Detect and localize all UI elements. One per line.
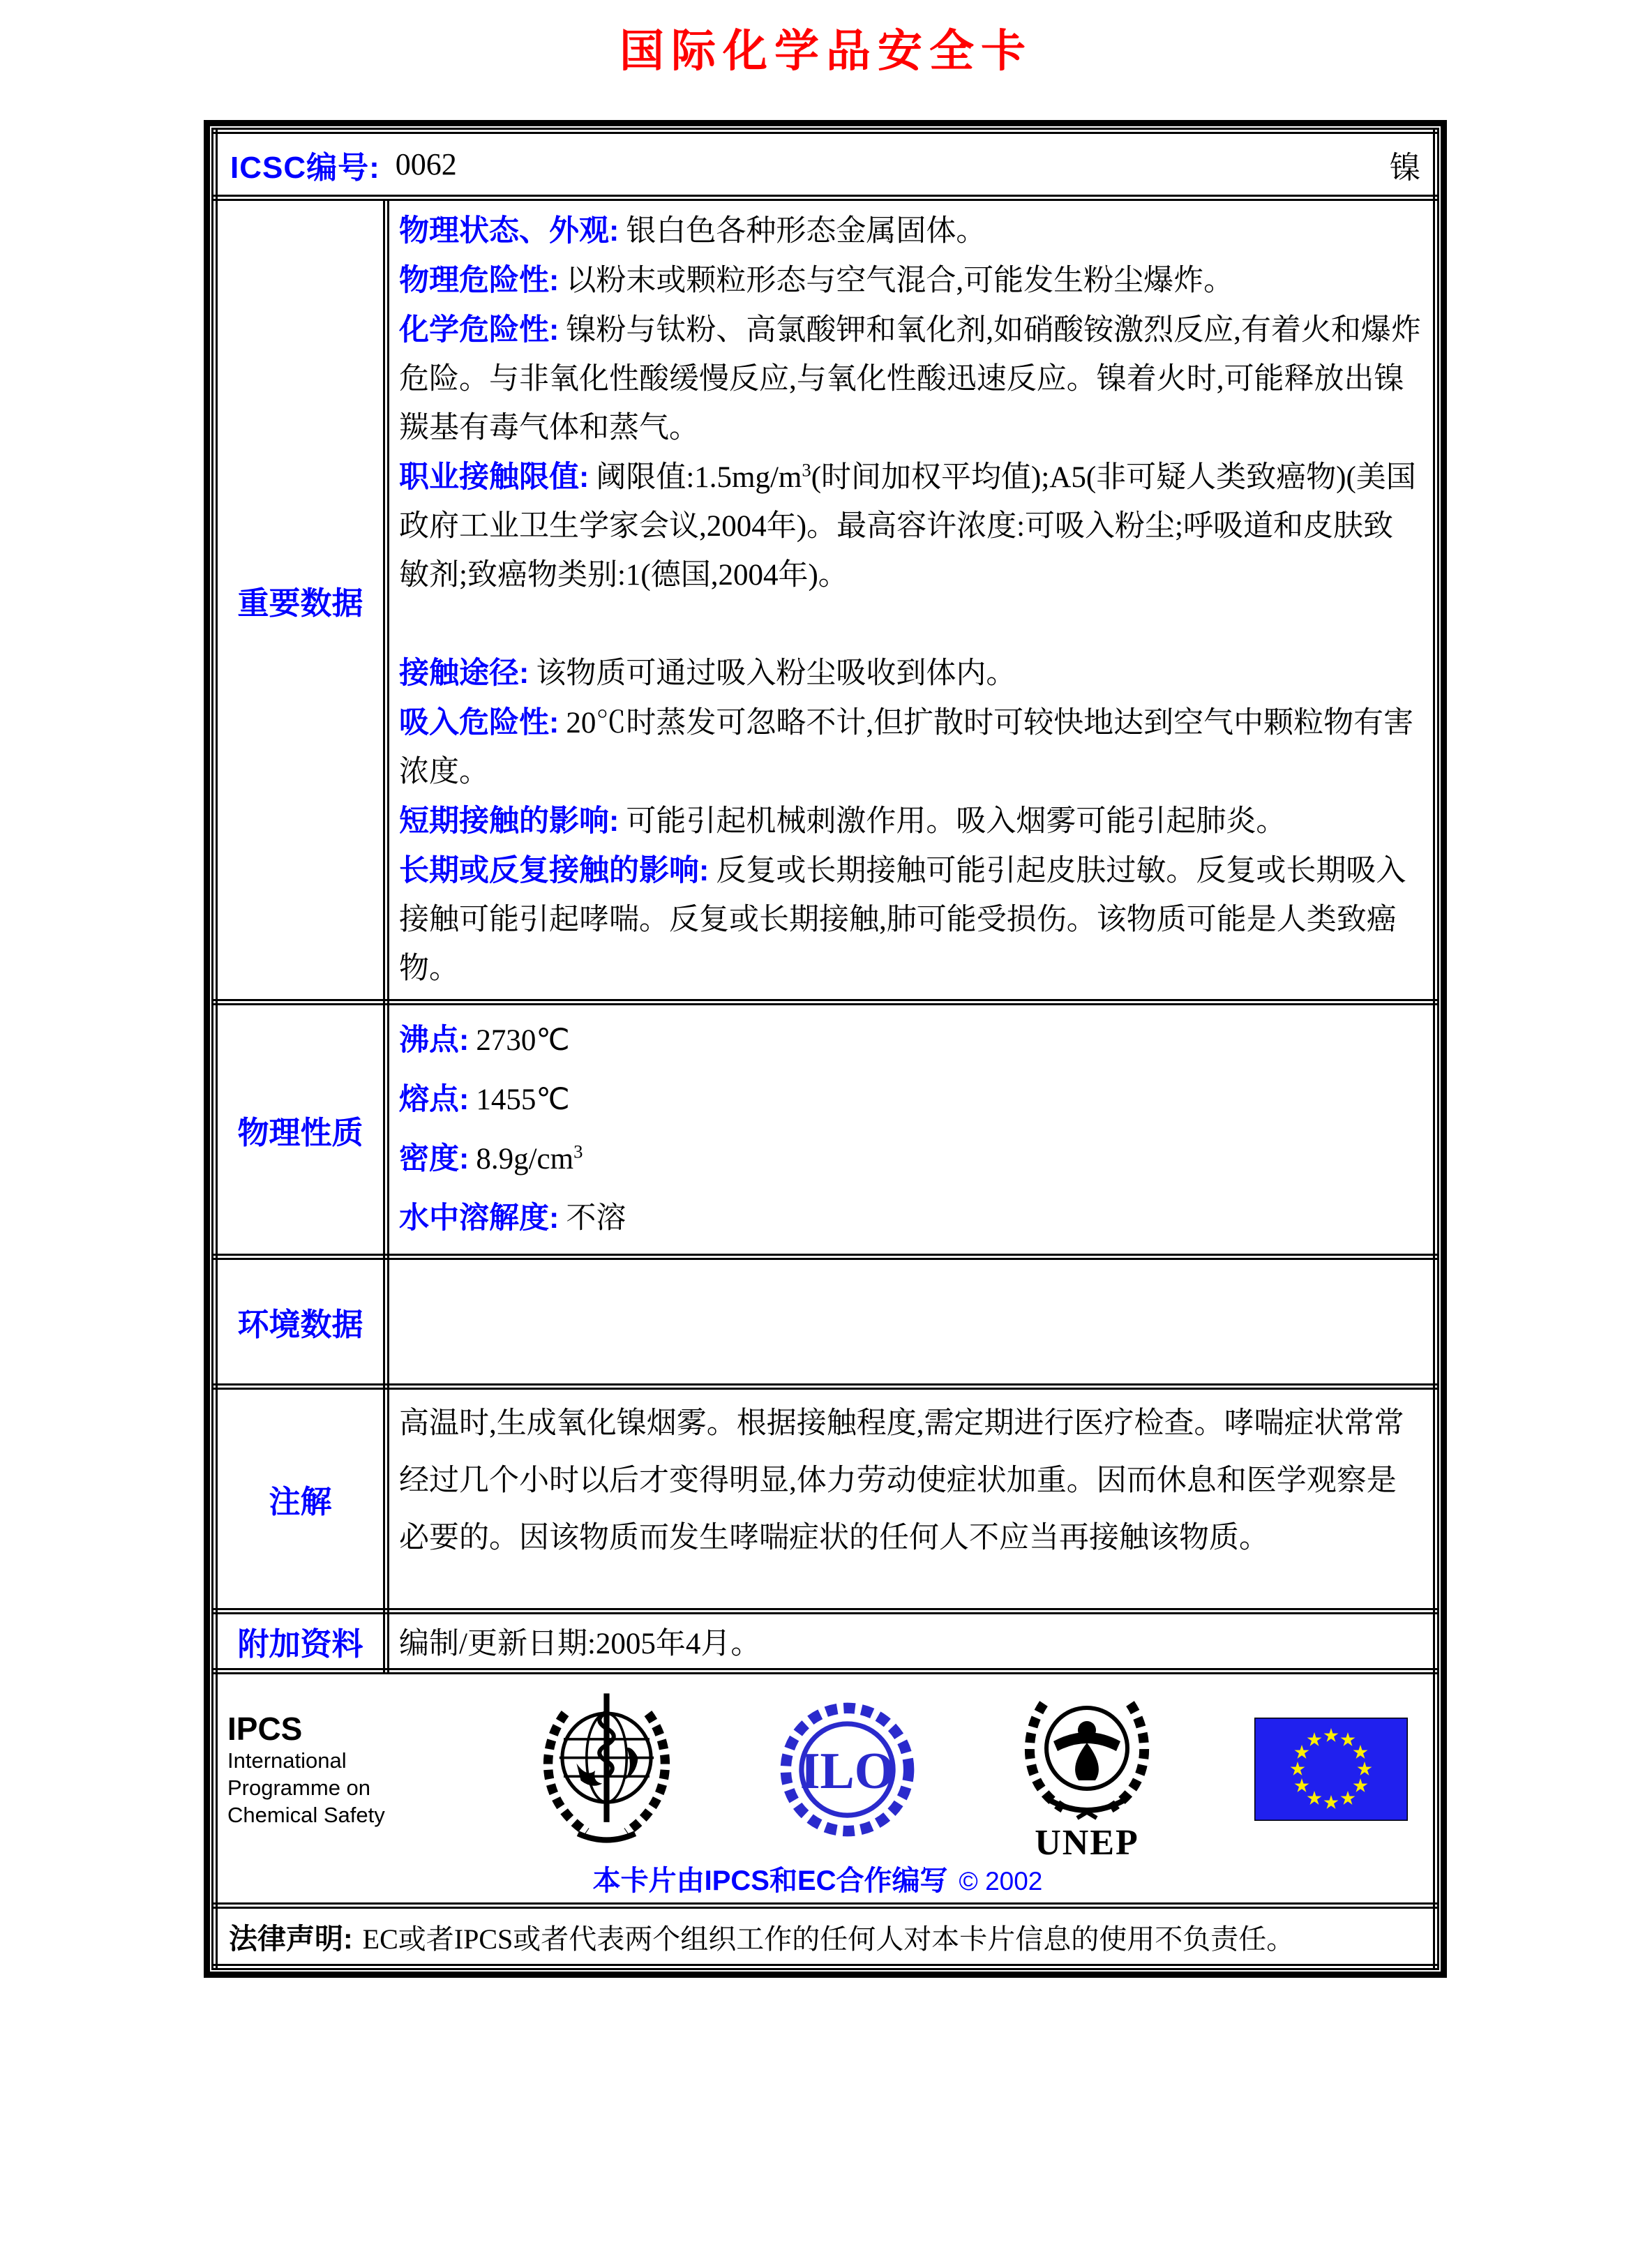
legal-cell — [215, 1906, 1436, 1967]
ipcs-subtitle-line: International — [227, 1748, 347, 1773]
notes-row-label: 注解 — [215, 1387, 386, 1612]
field-chemical-dangers: 化学危险性: 镍粉与钛粉、高氯酸钾和氧化剂,如硝酸铵激烈反应,有着火和爆炸危险。与非氧化性酸缓慢反应,与氧化性酸迅速反应。镍着火时,可能释放出镍羰基有毒气体和蒸气。 — [399, 313, 1421, 444]
legal-notice-label: 法律声明: — [229, 1923, 353, 1955]
physical-properties-row — [215, 1003, 1436, 1257]
substance-name: 镍 — [1390, 150, 1420, 185]
field-density: 密度: $8.9g/cm^3$ — [399, 1141, 583, 1176]
field-long-term-effects: 长期或反复接触的影响: 反复或长期接触可能引起皮肤过敏。反复或长期吸入接触可能引起哮喘。反复或长期接触,肺可能受损伤。该物质可能是人类致癌物。 — [399, 854, 1406, 985]
field-short-term-effects: 短期接触的影响: 可能引起机械刺激作用。吸入烟雾可能引起肺炎。 — [399, 804, 1286, 838]
copyright-text: © 2002 — [959, 1867, 1043, 1895]
important-data-row-label: 重要数据 — [215, 198, 386, 1003]
ipcs-block — [227, 1711, 437, 1829]
important-data-content — [386, 198, 1436, 1003]
credit-text: 本卡片由IPCS和EC合作编写 — [592, 1865, 948, 1896]
environmental-data-row — [215, 1257, 1436, 1387]
field-boiling-point: 沸点: 2730℃ — [399, 1023, 570, 1057]
eu-flag-icon — [1254, 1718, 1408, 1821]
who-icon — [535, 1692, 678, 1847]
footer-cell — [215, 1672, 1436, 1906]
additional-information-row — [215, 1612, 1436, 1672]
icsc-number-value: 0062 — [395, 147, 457, 181]
ipcs-title: IPCS — [227, 1710, 303, 1747]
field-occupational-exposure-limits: 职业接触限值: 阈限值$:1.5mg/m^3$(时间加权平均值);A5(非可疑人类致癌物)(美国政府工业卫生学家会议,2004年)。最高容许浓度:可吸入粉尘;呼吸道和皮肤致敏剂;致癌物类别:1(德国,2004年)。 — [399, 459, 1416, 592]
superscript: 3 — [802, 459, 811, 481]
field-routes-of-exposure: 接触途径: 该物质可通过吸入粉尘吸收到体内。 — [399, 656, 1016, 690]
footer-row — [215, 1672, 1436, 1906]
environmental-data-content — [386, 1257, 1436, 1387]
additional-information-content: 编制/更新日期:2005年4月。 — [386, 1612, 1436, 1672]
physical-properties-row-label: 物理性质 — [215, 1003, 386, 1257]
icsc-table — [211, 128, 1439, 1970]
legal-row — [215, 1906, 1436, 1967]
ipcs-subtitle-line: Chemical Safety — [227, 1802, 385, 1827]
logo-strip — [227, 1681, 1408, 1857]
credit-line — [227, 1859, 1408, 1898]
unep-label: UNEP — [1034, 1823, 1139, 1857]
legal-notice-text: EC或者IPCS或者代表两个组织工作的任何人对本卡片信息的使用不负责任。 — [362, 1923, 1295, 1955]
superscript: 3 — [573, 1141, 583, 1162]
unep-icon — [1017, 1681, 1157, 1857]
header-row — [215, 131, 1436, 198]
ilo-icon — [776, 1698, 919, 1841]
header-cell — [215, 131, 1436, 198]
field-water-solubility: 水中溶解度: 不溶 — [399, 1201, 626, 1235]
field-physical-dangers: 物理危险性: 以粉末或颗粒形态与空气混合,可能发生粉尘爆炸。 — [399, 264, 1234, 297]
icsc-card — [204, 120, 1447, 1978]
additional-information-row-label: 附加资料 — [215, 1612, 386, 1672]
physical-properties-content — [386, 1003, 1436, 1257]
page-title: 国际化学品安全卡 — [620, 27, 1032, 76]
icsc-number-label: ICSC编号: — [230, 150, 380, 185]
field-physical-state: 物理状态、外观: 银白色各种形态金属固体。 — [399, 214, 986, 248]
ilo-label: ILO — [799, 1741, 895, 1799]
important-data-row — [215, 198, 1436, 1003]
field-melting-point: 熔点: 1455℃ — [399, 1083, 570, 1116]
field-inhalation-risk: 吸入危险性: 20℃时蒸发可忽略不计,但扩散时可较快地达到空气中颗粒物有害浓度。 — [399, 706, 1414, 788]
ipcs-subtitle-line: Programme on — [227, 1775, 371, 1800]
notes-row — [215, 1387, 1436, 1612]
environmental-data-row-label: 环境数据 — [215, 1257, 386, 1387]
notes-content: 高温时,生成氧化镍烟雾。根据接触程度,需定期进行医疗检查。哮喘症状常常经过几个小时以后才变得明显,体力劳动使症状加重。因而休息和医学观察是必要的。因该物质而发生哮喘症状的任何人不应当再接触该物质。 — [386, 1387, 1436, 1612]
